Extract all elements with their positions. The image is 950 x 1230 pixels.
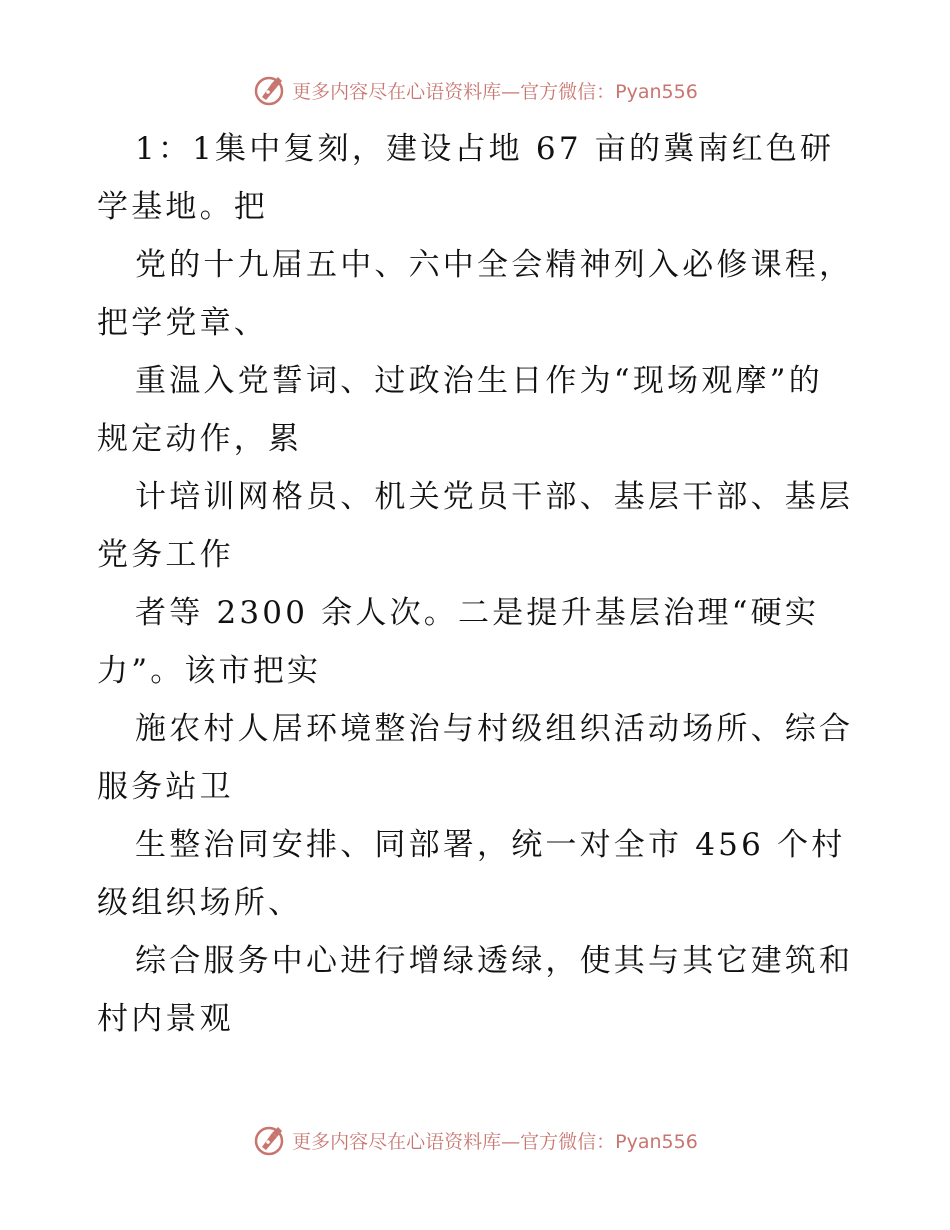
header-banner — [0, 70, 950, 110]
body-line: 者等 2300 余人次。二是提升基层治理“硬实 — [135, 595, 820, 631]
body-line: 重温入党誓词、过政治生日作为“现场观摩”的 — [135, 363, 823, 399]
body-line: 规定动作，累 — [97, 421, 303, 457]
pen-nib-logo-icon — [252, 1123, 286, 1157]
header-banner-label: 更多内容尽在心语资料库—官方微信： — [292, 80, 616, 103]
footer-banner-text — [292, 1127, 698, 1154]
body-line: 综合服务中心进行增绿透绿，使其与其它建筑和 — [135, 943, 854, 979]
body-line: 党务工作 — [97, 537, 234, 573]
header-banner-content — [252, 73, 698, 107]
body-line: 生整治同安排、同部署，统一对全市 456 个村 — [135, 827, 846, 863]
header-banner-text — [292, 77, 698, 104]
body-line: 服务站卫 — [97, 769, 234, 805]
footer-banner-content — [252, 1123, 698, 1157]
footer-banner — [0, 1120, 950, 1160]
body-line: 力”。该市把实 — [97, 653, 322, 689]
pen-nib-logo-icon — [252, 73, 286, 107]
body-line: 学基地。把 — [97, 189, 268, 225]
body-line: 把学党章、 — [97, 305, 268, 341]
body-line: 级组织场所、 — [97, 885, 303, 921]
body-line: 村内景观 — [97, 1001, 234, 1037]
footer-banner-wechat-id: Pyan556 — [615, 1130, 698, 1153]
body-line: 计培训网格员、机关党员干部、基层干部、基层 — [135, 479, 854, 515]
body-line: 党的十九届五中、六中全会精神列入必修课程， — [135, 247, 854, 283]
header-banner-wechat-id: Pyan556 — [615, 80, 698, 103]
body-line: 1：1集中复刻，建设占地 67 亩的冀南红色研 — [135, 131, 835, 167]
document-body — [97, 120, 857, 1048]
footer-banner-label: 更多内容尽在心语资料库—官方微信： — [292, 1130, 616, 1153]
body-line: 施农村人居环境整治与村级组织活动场所、综合 — [135, 711, 854, 747]
